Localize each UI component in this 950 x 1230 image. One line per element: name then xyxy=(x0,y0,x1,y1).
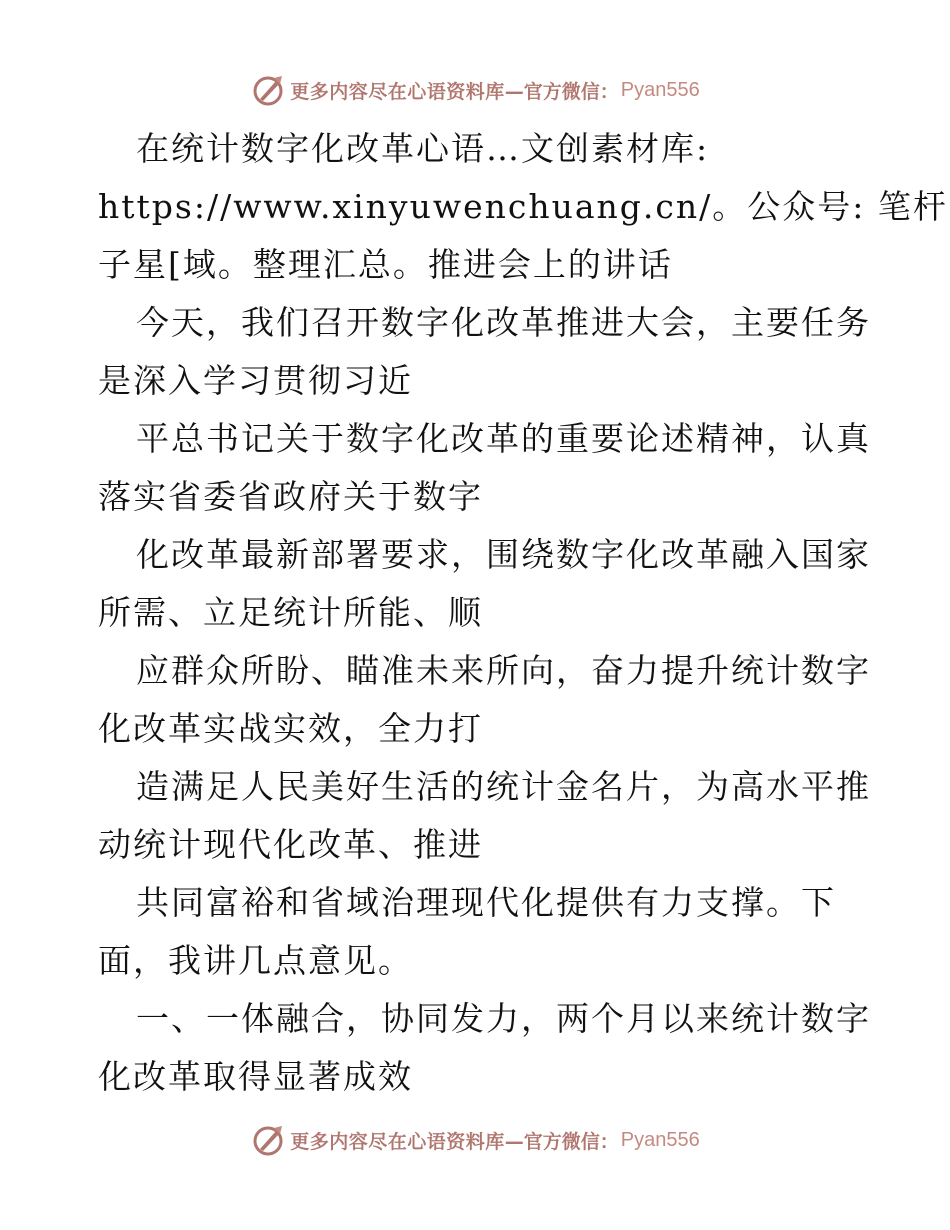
body-line: 一、一体融合，协同发力，两个月以来统计数字 xyxy=(136,999,871,1038)
body-line: https://www.xinyuwenchuang.cn/。公众号: 笔杆 xyxy=(98,187,948,226)
watermark-text: 更多内容尽在心语资料库 xyxy=(290,1130,505,1153)
body-line: 在统计数字化改革心语…文创素材库: xyxy=(136,129,710,168)
body-line: 化改革实战实效，全力打 xyxy=(98,709,483,748)
body-line: 造满足人民美好生活的统计金名片，为高水平推 xyxy=(136,767,871,806)
body-line: 化改革取得显著成效 xyxy=(98,1057,413,1096)
watermark-separator: —官方微信： xyxy=(504,80,619,103)
quill-logo-icon xyxy=(250,1122,286,1158)
watermark-text: 更多内容尽在心语资料库 xyxy=(290,80,505,103)
watermark-account: Pyan556 xyxy=(620,78,700,101)
body-line: 今天，我们召开数字化改革推进大会，主要任务 xyxy=(136,303,871,342)
body-line: 面，我讲几点意见。 xyxy=(98,941,413,980)
watermark-account: Pyan556 xyxy=(620,1128,700,1151)
body-line: 落实省委省政府关于数字 xyxy=(98,477,483,516)
body-line: 动统计现代化改革、推进 xyxy=(98,825,483,864)
document-body xyxy=(98,120,948,1106)
body-line-url xyxy=(98,178,948,236)
body-line: 化改革最新部署要求，围绕数字化改革融入国家 xyxy=(136,535,871,574)
body-line: 所需、立足统计所能、顺 xyxy=(98,593,483,632)
watermark-header xyxy=(0,70,950,110)
body-line: 应群众所盼、瞄准未来所向，奋力提升统计数字 xyxy=(136,651,871,690)
body-line: 是深入学习贯彻习近 xyxy=(98,361,413,400)
quill-logo-icon xyxy=(250,72,286,108)
watermark-separator: —官方微信： xyxy=(504,1130,619,1153)
body-line: 子星[域。整理汇总。推进会上的讲话 xyxy=(98,245,673,284)
watermark-footer xyxy=(0,1120,950,1160)
body-line: 共同富裕和省域治理现代化提供有力支撑。下 xyxy=(136,883,836,922)
body-line: 平总书记关于数字化改革的重要论述精神，认真 xyxy=(136,419,871,458)
